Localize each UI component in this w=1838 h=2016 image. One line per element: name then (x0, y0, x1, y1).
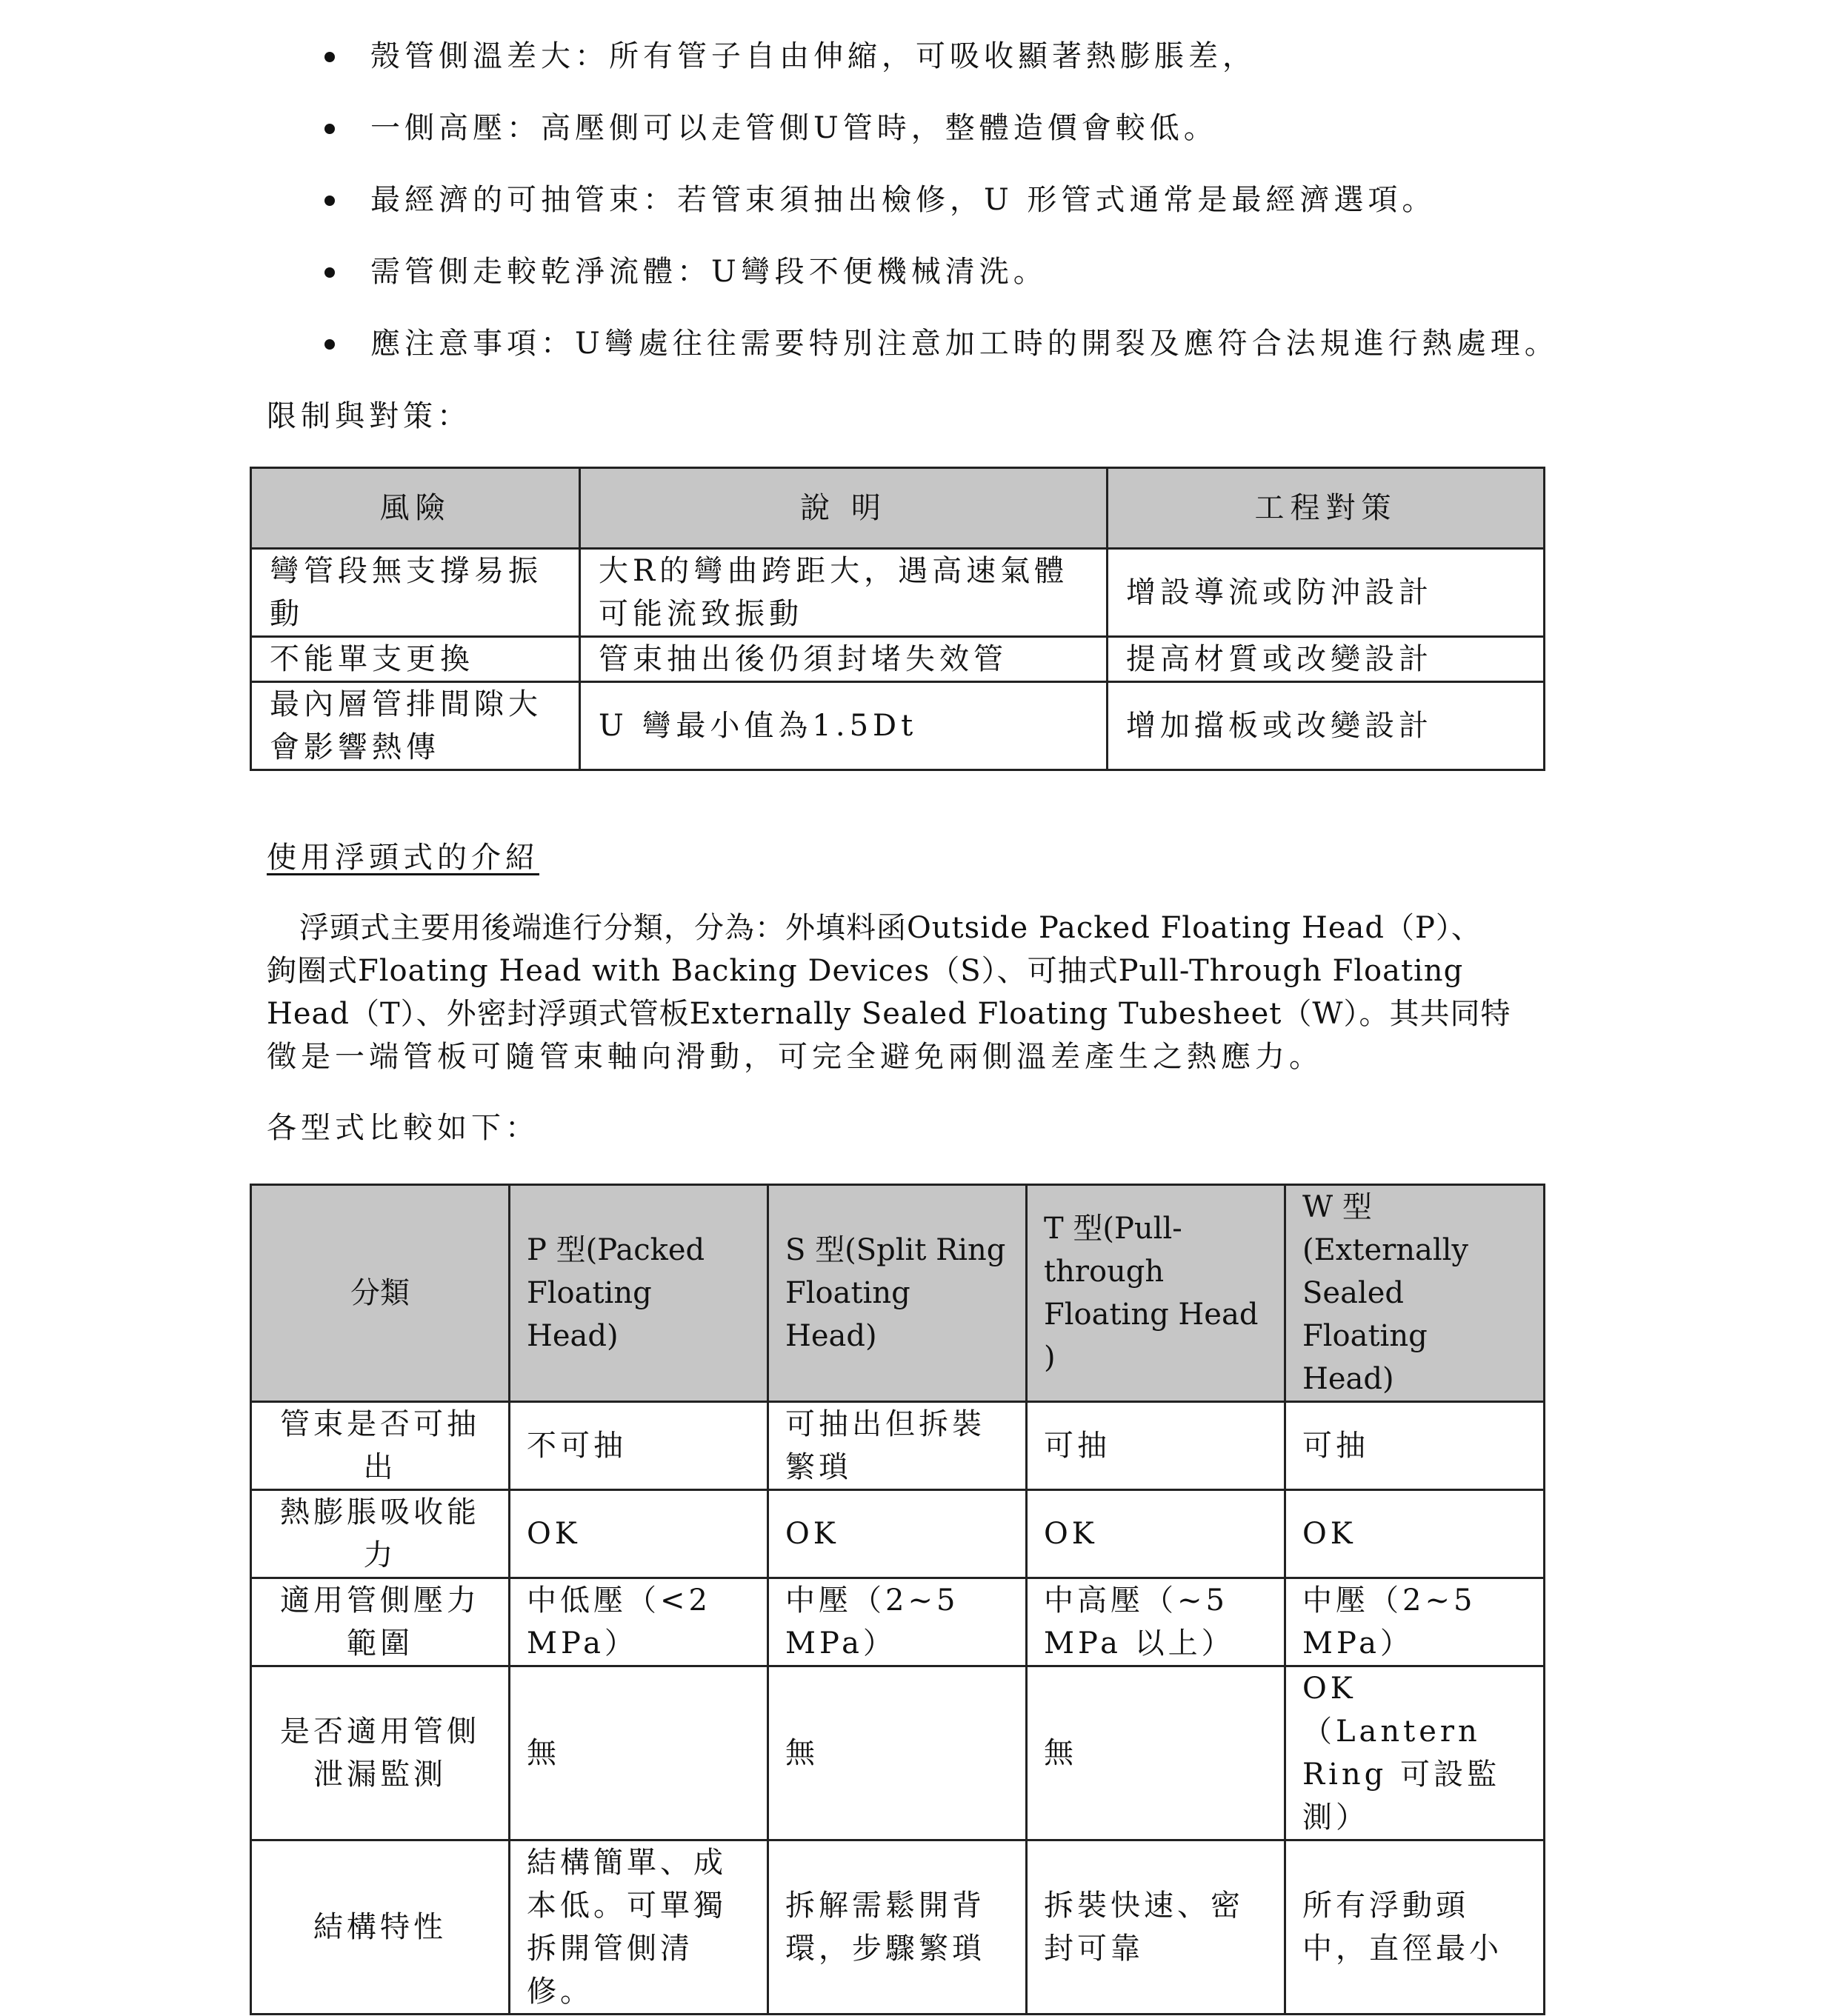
table-row (251, 1490, 1545, 1578)
table-cell: 增加擋板或改變設計 (1108, 682, 1545, 770)
row-header-cell: 適用管側壓力範圍 (251, 1578, 510, 1666)
table-header-cell: 工程對策 (1108, 468, 1545, 549)
table-cell: 不可抽 (510, 1402, 768, 1490)
intro-line: 徵是一端管板可隨管束軸向滑動，可完全避免兩側溫差產生之熱應力。 (267, 1040, 1323, 1074)
bullet-dot-icon (324, 267, 335, 278)
table-cell: 中壓（2~5 MPa） (1285, 1578, 1545, 1666)
bullet-text: 一側高壓：高壓側可以走管側U管時，整體造價會較低。 (370, 111, 1218, 145)
table-header-row (251, 1185, 1545, 1402)
bullet-item (370, 321, 1559, 366)
table-cell: 彎管段無支撐易振動 (251, 549, 580, 637)
bullet-dot-icon (324, 52, 335, 62)
table-cell: 不能單支更換 (251, 637, 580, 682)
table-header-row (251, 468, 1545, 549)
table-cell: OK (768, 1490, 1027, 1578)
table-cell: 可抽出但拆裝繁瑣 (768, 1402, 1027, 1490)
table-row (251, 1666, 1545, 1840)
compare-title: 各型式比較如下： (267, 1111, 539, 1145)
bullet-dot-icon (324, 196, 335, 206)
table-cell: 無 (1027, 1666, 1285, 1840)
table-cell: 可抽 (1285, 1402, 1545, 1490)
table-header-cell: P 型(Packed Floating Head) (510, 1185, 768, 1402)
risk-table (250, 467, 1545, 771)
table-cell: 無 (768, 1666, 1027, 1840)
table-cell: 增設導流或防沖設計 (1108, 549, 1545, 637)
table-header-cell: T 型(Pull-through Floating Head ) (1027, 1185, 1285, 1402)
table-cell: U 彎最小值為1.5Dt (580, 682, 1108, 770)
limits-title: 限制與對策： (267, 399, 471, 433)
table-header-cell: W 型(Externally Sealed Floating Head) (1285, 1185, 1545, 1402)
table-cell: 拆裝快速、密封可靠 (1027, 1840, 1285, 2015)
table-cell: 結構簡單、成本低。可單獨拆開管側清修。 (510, 1840, 768, 2015)
table-cell: 拆解需鬆開背環，步驟繁瑣 (768, 1840, 1027, 2015)
intro-line: 鉤圈式Floating Head with Backing Devices（S）、可抽式Pull-Through Floating (267, 954, 1464, 988)
table-cell: OK (1285, 1490, 1545, 1578)
table-header-cell: 風險 (251, 468, 580, 549)
bullet-text: 需管側走較乾淨流體：U彎段不便機械清洗。 (370, 255, 1048, 289)
table-cell: OK（Lantern Ring 可設監測） (1285, 1666, 1545, 1840)
table-cell: 無 (510, 1666, 768, 1840)
table-row (251, 637, 1545, 682)
bullet-item (370, 178, 1436, 222)
bullet-text: 最經濟的可抽管束：若管束須抽出檢修，U 形管式通常是最經濟選項。 (370, 183, 1436, 217)
table-cell: 提高材質或改變設計 (1108, 637, 1545, 682)
table-row (251, 1578, 1545, 1666)
bullet-text: 殼管側溫差大：所有管子自由伸縮，可吸收顯著熱膨脹差， (370, 39, 1256, 73)
table-cell: 可抽 (1027, 1402, 1285, 1490)
table-header-cell: 分類 (251, 1185, 510, 1402)
table-row (251, 682, 1545, 770)
bullet-item (370, 106, 1218, 150)
table-cell: 大R的彎曲跨距大，遇高速氣體可能流致振動 (580, 549, 1108, 637)
intro-line: 浮頭式主要用後端進行分類，分為：外填料函Outside Packed Floating Head（P）、 (299, 911, 1482, 945)
bullet-item (370, 250, 1048, 294)
table-row (251, 1402, 1545, 1490)
intro-line: Head（T）、外密封浮頭式管板Externally Sealed Floating Tubesheet（W）。其共同特 (267, 997, 1511, 1031)
bullet-text: 應注意事項：U彎處往往需要特別注意加工時的開裂及應符合法規進行熱處理。 (370, 327, 1559, 361)
table-cell: OK (510, 1490, 768, 1578)
table-cell: 管束抽出後仍須封堵失效管 (580, 637, 1108, 682)
table-row (251, 549, 1545, 637)
row-header-cell: 管束是否可抽出 (251, 1402, 510, 1490)
table-cell: 中高壓（~5 MPa 以上） (1027, 1578, 1285, 1666)
table-cell: 所有浮動頭中，直徑最小 (1285, 1840, 1545, 2015)
table-cell: 中低壓（<2 MPa） (510, 1578, 768, 1666)
bullet-dot-icon (324, 124, 335, 134)
bullet-dot-icon (324, 339, 335, 350)
comparison-table (250, 1184, 1545, 2015)
table-row (251, 1840, 1545, 2015)
row-header-cell: 結構特性 (251, 1840, 510, 2015)
table-cell: 中壓（2~5 MPa） (768, 1578, 1027, 1666)
table-cell: 最內層管排間隙大會影響熱傳 (251, 682, 580, 770)
table-header-cell: S 型(Split Ring Floating Head) (768, 1185, 1027, 1402)
bullet-item (370, 34, 1256, 79)
table-cell: OK (1027, 1490, 1285, 1578)
row-header-cell: 熱膨脹吸收能力 (251, 1490, 510, 1578)
table-header-cell: 說 明 (580, 468, 1108, 549)
section-heading: 使用浮頭式的介紹 (267, 841, 539, 875)
row-header-cell: 是否適用管側泄漏監測 (251, 1666, 510, 1840)
